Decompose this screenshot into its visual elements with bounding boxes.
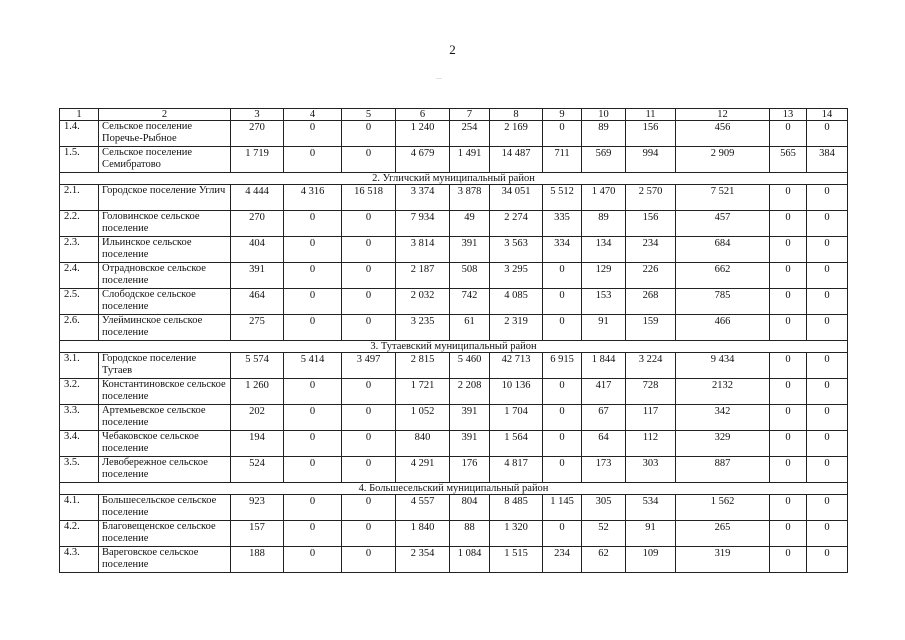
value-cell: 0 [284,263,342,289]
section-title: 3. Тутаевский муниципальный район [60,341,848,353]
row-number-cell: 4.1. [60,495,99,521]
value-cell: 391 [450,431,490,457]
value-cell: 684 [676,237,770,263]
value-cell: 742 [450,289,490,315]
value-cell: 0 [284,547,342,573]
value-cell: 153 [582,289,626,315]
value-cell: 1 719 [231,147,284,173]
value-cell: 0 [284,431,342,457]
value-cell: 226 [626,263,676,289]
value-cell: 524 [231,457,284,483]
value-cell: 391 [450,405,490,431]
table-row [60,211,848,237]
row-number-cell: 1.4. [60,121,99,147]
value-cell: 1 564 [490,431,543,457]
value-cell: 1 515 [490,547,543,573]
value-cell: 89 [582,211,626,237]
value-cell: 0 [807,121,848,147]
value-cell: 417 [582,379,626,405]
value-cell: 268 [626,289,676,315]
value-cell: 0 [770,185,807,211]
table-row [60,495,848,521]
value-cell: 0 [284,521,342,547]
value-cell: 3 295 [490,263,543,289]
value-cell: 0 [807,379,848,405]
value-cell: 508 [450,263,490,289]
value-cell: 0 [342,379,396,405]
row-number-cell: 2.2. [60,211,99,237]
column-header: 2 [99,109,231,121]
value-cell: 61 [450,315,490,341]
column-header: 4 [284,109,342,121]
value-cell: 2 354 [396,547,450,573]
value-cell: 1 240 [396,121,450,147]
column-header: 12 [676,109,770,121]
value-cell: 5 460 [450,353,490,379]
value-cell: 0 [807,315,848,341]
value-cell: 4 085 [490,289,543,315]
value-cell: 2132 [676,379,770,405]
value-cell: 0 [342,263,396,289]
value-cell: 176 [450,457,490,483]
value-cell: 2 909 [676,147,770,173]
value-cell: 1 562 [676,495,770,521]
row-number-cell: 3.2. [60,379,99,405]
settlement-name-cell: Константиновское сельское поселение [99,379,231,405]
row-number-cell: 1.5. [60,147,99,173]
value-cell: 0 [770,379,807,405]
value-cell: 275 [231,315,284,341]
value-cell: 5 512 [543,185,582,211]
value-cell: 88 [450,521,490,547]
column-header: 6 [396,109,450,121]
settlement-name-cell: Головинское сельское поселение [99,211,231,237]
column-header: 10 [582,109,626,121]
value-cell: 1 470 [582,185,626,211]
value-cell: 329 [676,431,770,457]
value-cell: 0 [770,431,807,457]
value-cell: 134 [582,237,626,263]
value-cell: 3 235 [396,315,450,341]
value-cell: 109 [626,547,676,573]
section-row [60,341,848,353]
value-cell: 0 [807,457,848,483]
value-cell: 2 208 [450,379,490,405]
value-cell: 335 [543,211,582,237]
value-cell: 4 444 [231,185,284,211]
value-cell: 1 052 [396,405,450,431]
column-header: 11 [626,109,676,121]
settlement-name-cell: Сельское поселение Поречье-Рыбное [99,121,231,147]
value-cell: 0 [770,211,807,237]
value-cell: 0 [342,147,396,173]
value-cell: 2 570 [626,185,676,211]
value-cell: 0 [284,379,342,405]
value-cell: 3 814 [396,237,450,263]
section-row [60,483,848,495]
value-cell: 534 [626,495,676,521]
row-number-cell: 2.1. [60,185,99,211]
settlement-name-cell: Благовещенское сельское поселение [99,521,231,547]
table-body [60,109,848,573]
value-cell: 112 [626,431,676,457]
value-cell: 1 145 [543,495,582,521]
value-cell: 49 [450,211,490,237]
value-cell: 67 [582,405,626,431]
scan-mark: — [436,76,442,82]
value-cell: 0 [807,495,848,521]
value-cell: 270 [231,121,284,147]
value-cell: 9 434 [676,353,770,379]
value-cell: 1 491 [450,147,490,173]
value-cell: 0 [807,521,848,547]
value-cell: 0 [807,431,848,457]
value-cell: 711 [543,147,582,173]
settlement-name-cell: Левобережное сельское поселение [99,457,231,483]
value-cell: 0 [807,547,848,573]
value-cell: 0 [770,495,807,521]
settlement-name-cell: Отрадновское сельское поселение [99,263,231,289]
value-cell: 4 316 [284,185,342,211]
column-header: 5 [342,109,396,121]
value-cell: 89 [582,121,626,147]
value-cell: 303 [626,457,676,483]
value-cell: 14 487 [490,147,543,173]
value-cell: 840 [396,431,450,457]
value-cell: 254 [450,121,490,147]
value-cell: 1 704 [490,405,543,431]
value-cell: 3 563 [490,237,543,263]
value-cell: 391 [450,237,490,263]
value-cell: 0 [770,353,807,379]
value-cell: 923 [231,495,284,521]
value-cell: 0 [770,547,807,573]
row-number-cell: 4.2. [60,521,99,547]
table-row [60,547,848,573]
value-cell: 0 [284,289,342,315]
value-cell: 91 [582,315,626,341]
value-cell: 91 [626,521,676,547]
value-cell: 456 [676,121,770,147]
row-number-cell: 2.4. [60,263,99,289]
row-number-cell: 2.6. [60,315,99,341]
value-cell: 0 [770,315,807,341]
value-cell: 887 [676,457,770,483]
table-row [60,263,848,289]
column-header: 8 [490,109,543,121]
value-cell: 0 [284,457,342,483]
table-row [60,121,848,147]
column-header: 3 [231,109,284,121]
value-cell: 305 [582,495,626,521]
value-cell: 2 274 [490,211,543,237]
value-cell: 64 [582,431,626,457]
value-cell: 0 [342,211,396,237]
value-cell: 1 260 [231,379,284,405]
column-header: 1 [60,109,99,121]
value-cell: 3 878 [450,185,490,211]
value-cell: 0 [770,457,807,483]
value-cell: 2 815 [396,353,450,379]
value-cell: 0 [770,121,807,147]
value-cell: 0 [807,353,848,379]
row-number-cell: 3.4. [60,431,99,457]
value-cell: 334 [543,237,582,263]
value-cell: 0 [543,457,582,483]
column-header: 13 [770,109,807,121]
value-cell: 62 [582,547,626,573]
value-cell: 0 [342,495,396,521]
value-cell: 0 [807,263,848,289]
value-cell: 994 [626,147,676,173]
value-cell: 0 [770,289,807,315]
table-header-row [60,109,848,121]
value-cell: 728 [626,379,676,405]
table-row [60,353,848,379]
table-row [60,521,848,547]
value-cell: 4 679 [396,147,450,173]
table-row [60,147,848,173]
value-cell: 0 [284,121,342,147]
table-row [60,315,848,341]
value-cell: 565 [770,147,807,173]
value-cell: 0 [543,315,582,341]
value-cell: 404 [231,237,284,263]
value-cell: 265 [676,521,770,547]
value-cell: 4 557 [396,495,450,521]
value-cell: 0 [807,185,848,211]
value-cell: 4 817 [490,457,543,483]
value-cell: 0 [342,289,396,315]
value-cell: 0 [770,263,807,289]
value-cell: 117 [626,405,676,431]
settlement-name-cell: Вареговское сельское поселение [99,547,231,573]
value-cell: 0 [284,405,342,431]
value-cell: 391 [231,263,284,289]
value-cell: 457 [676,211,770,237]
value-cell: 3 497 [342,353,396,379]
value-cell: 0 [807,405,848,431]
value-cell: 1 084 [450,547,490,573]
value-cell: 1 320 [490,521,543,547]
value-cell: 2 319 [490,315,543,341]
value-cell: 0 [284,147,342,173]
value-cell: 234 [626,237,676,263]
value-cell: 0 [543,521,582,547]
row-number-cell: 4.3. [60,547,99,573]
settlement-name-cell: Слободское сельское поселение [99,289,231,315]
table-row [60,405,848,431]
value-cell: 188 [231,547,284,573]
section-row [60,173,848,185]
settlement-name-cell: Артемьевское сельское поселение [99,405,231,431]
settlement-name-cell: Большесельское сельское поселение [99,495,231,521]
settlement-name-cell: Ильинское сельское поселение [99,237,231,263]
value-cell: 569 [582,147,626,173]
value-cell: 2 169 [490,121,543,147]
settlement-name-cell: Городское поселение Тутаев [99,353,231,379]
value-cell: 52 [582,521,626,547]
value-cell: 0 [543,379,582,405]
value-cell: 6 915 [543,353,582,379]
value-cell: 0 [342,121,396,147]
table-row [60,185,848,211]
value-cell: 4 291 [396,457,450,483]
value-cell: 0 [770,521,807,547]
value-cell: 5 414 [284,353,342,379]
value-cell: 7 521 [676,185,770,211]
value-cell: 466 [676,315,770,341]
value-cell: 2 187 [396,263,450,289]
value-cell: 159 [626,315,676,341]
table-row [60,237,848,263]
value-cell: 785 [676,289,770,315]
value-cell: 0 [342,405,396,431]
section-title: 2. Угличский муниципальный район [60,173,848,185]
value-cell: 42 713 [490,353,543,379]
value-cell: 0 [342,431,396,457]
value-cell: 234 [543,547,582,573]
value-cell: 156 [626,211,676,237]
value-cell: 0 [543,405,582,431]
value-cell: 0 [770,237,807,263]
row-number-cell: 2.5. [60,289,99,315]
table-row [60,431,848,457]
value-cell: 202 [231,405,284,431]
value-cell: 319 [676,547,770,573]
value-cell: 16 518 [342,185,396,211]
value-cell: 0 [284,315,342,341]
value-cell: 270 [231,211,284,237]
value-cell: 0 [543,431,582,457]
table-row [60,379,848,405]
value-cell: 0 [342,457,396,483]
value-cell: 0 [807,211,848,237]
value-cell: 5 574 [231,353,284,379]
settlement-name-cell: Чебаковское сельское поселение [99,431,231,457]
value-cell: 0 [770,405,807,431]
value-cell: 173 [582,457,626,483]
value-cell: 1 721 [396,379,450,405]
value-cell: 3 224 [626,353,676,379]
value-cell: 0 [807,289,848,315]
row-number-cell: 3.3. [60,405,99,431]
value-cell: 194 [231,431,284,457]
value-cell: 7 934 [396,211,450,237]
value-cell: 0 [543,289,582,315]
data-table [59,108,848,573]
column-header: 9 [543,109,582,121]
row-number-cell: 2.3. [60,237,99,263]
value-cell: 3 374 [396,185,450,211]
column-header: 14 [807,109,848,121]
table-row [60,289,848,315]
value-cell: 0 [342,547,396,573]
value-cell: 0 [807,237,848,263]
value-cell: 0 [543,263,582,289]
section-title: 4. Большесельский муниципальный район [60,483,848,495]
value-cell: 804 [450,495,490,521]
value-cell: 34 051 [490,185,543,211]
value-cell: 10 136 [490,379,543,405]
value-cell: 0 [342,521,396,547]
value-cell: 0 [284,495,342,521]
value-cell: 2 032 [396,289,450,315]
value-cell: 662 [676,263,770,289]
value-cell: 156 [626,121,676,147]
column-header: 7 [450,109,490,121]
row-number-cell: 3.1. [60,353,99,379]
value-cell: 1 840 [396,521,450,547]
value-cell: 384 [807,147,848,173]
settlement-name-cell: Улейминское сельское поселение [99,315,231,341]
value-cell: 342 [676,405,770,431]
row-number-cell: 3.5. [60,457,99,483]
settlement-name-cell: Городское поселение Углич [99,185,231,211]
value-cell: 0 [342,237,396,263]
page-number: 2 [449,42,456,57]
value-cell: 8 485 [490,495,543,521]
settlement-name-cell: Сельское поселение Семибратово [99,147,231,173]
value-cell: 0 [543,121,582,147]
value-cell: 0 [284,211,342,237]
value-cell: 464 [231,289,284,315]
value-cell: 1 844 [582,353,626,379]
value-cell: 157 [231,521,284,547]
value-cell: 0 [342,315,396,341]
value-cell: 129 [582,263,626,289]
table-row [60,457,848,483]
value-cell: 0 [284,237,342,263]
